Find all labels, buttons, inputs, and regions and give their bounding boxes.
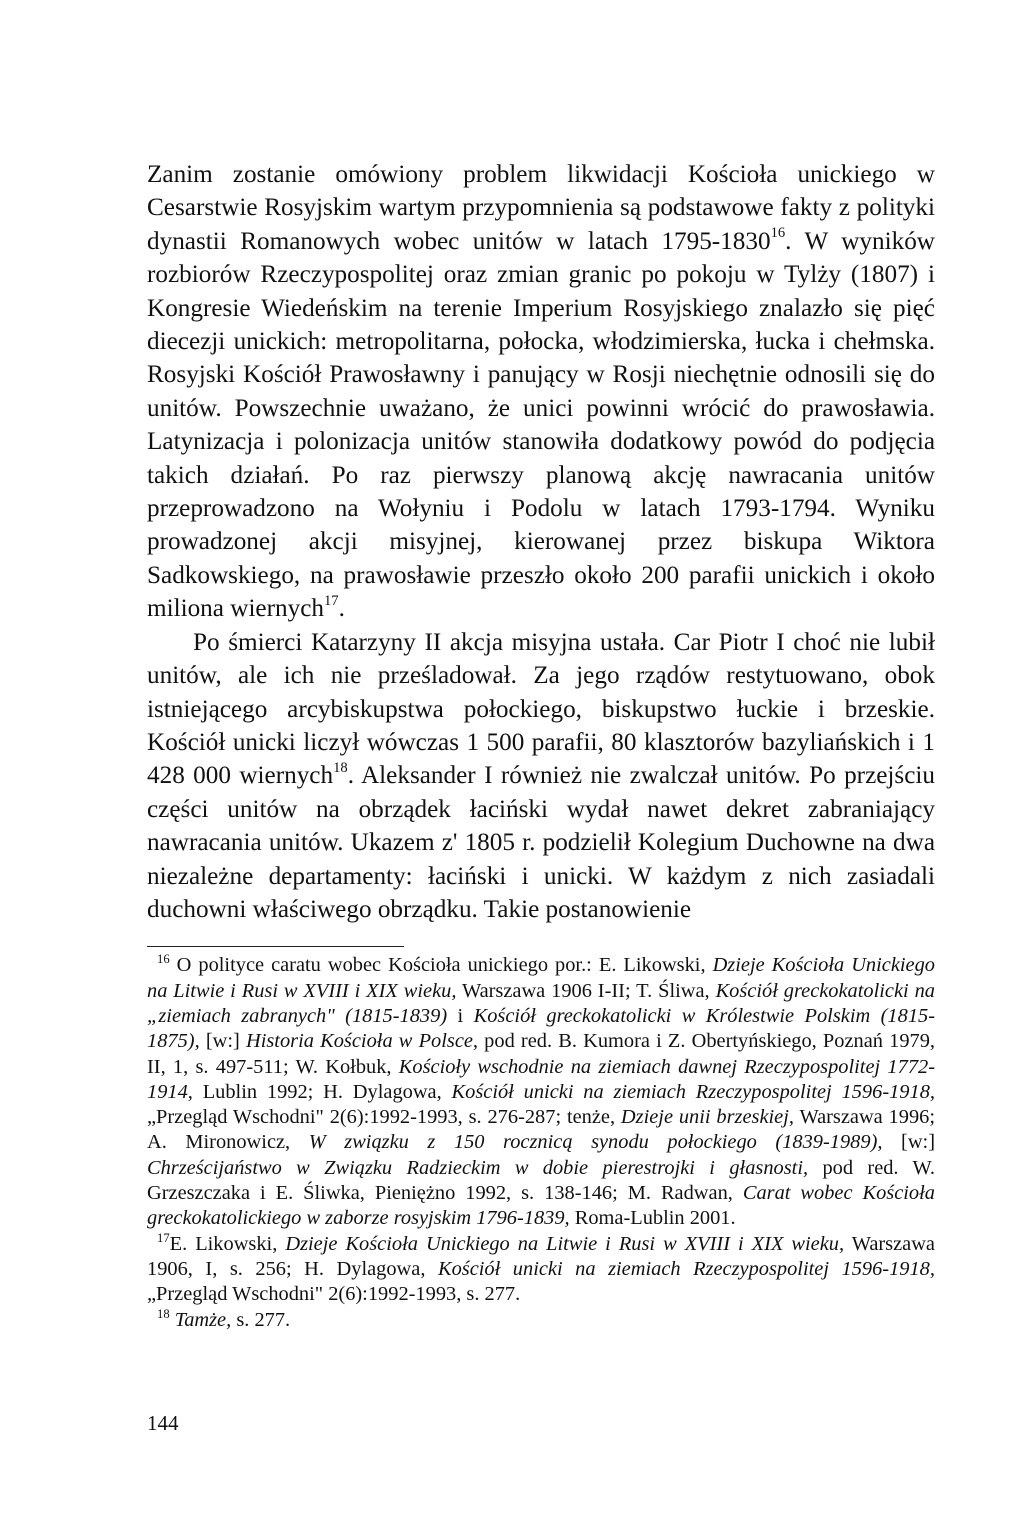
footnote-reference: 16 bbox=[770, 225, 786, 242]
body-paragraph bbox=[147, 626, 935, 927]
body-paragraph bbox=[147, 158, 935, 626]
text-run: „Przegląd Wschodni" 2(6):1992-1993, s. 277. bbox=[147, 1283, 521, 1306]
text-run: Po śmierci Katarzyny II akcja misyjna ustała. Car Piotr I choć nie lubił unitów, ale ich nie prześladował. Za jego rządów restytuowano, obok istniejącego arcybiskupstwa połockiego, biskupstwo łuckie i brzeskie. Kościół unicki liczył wówczas 1 500 parafii, 80 klasztorów bazyliańskich i 1 428 000 wiernych bbox=[147, 628, 935, 790]
footnote-separator bbox=[147, 946, 404, 947]
footnote bbox=[147, 953, 935, 1231]
footnote-number: 16 bbox=[157, 952, 170, 967]
italic-title: Historia Kościoła w Polsce, bbox=[245, 1030, 479, 1053]
italic-title: Dzieje unii brzeskiej, bbox=[620, 1106, 794, 1129]
text-run: „Przegląd Wschodni" 2(6):1992-1993, s. 276-287; tenże, bbox=[147, 1106, 621, 1129]
text-run: . W wyników rozbiorów Rzeczypospolitej oraz zmian granic po pokoju w Tylży (1807) i Kongresie Wiedeńskim na terenie Imperium Rosyjskiego znalazło się pięć diecezji unickich: metropolitarna, połocka, włodzimierska, łucka i chełmska. Rosyjski Kościół Prawosławny i panujący w Rosji niechętnie odnosili się do unitów. Powszechnie uważano, że unici powinni wrócić do prawosławia. Latynizacja i polonizacja unitów stanowiła dodatkowy powód do podjęcia takich działań. Po raz pierwszy planową akcję nawracania unitów przeprowadzono na Wołyniu i Podolu w latach 1793-1794. Wyniku prowadzonej akcji misyjnej, kierowanej przez biskupa Wiktora Sadkowskiego, na prawosławie przeszło około 200 parafii unickich i około miliona wiernych bbox=[147, 227, 935, 623]
text-run: s. 277. bbox=[231, 1308, 291, 1331]
text-run: i bbox=[447, 1004, 474, 1027]
body-text bbox=[147, 158, 935, 926]
footnote-number: 18 bbox=[157, 1306, 170, 1321]
text-run: pod red. W. Grzeszczaka i E. Śliwka, Pieniężno 1992, s. 138-146; M. Radwan, bbox=[147, 1156, 935, 1205]
text-run: . bbox=[338, 595, 345, 623]
footnote-reference: 17 bbox=[323, 592, 339, 609]
text-run: [w:] bbox=[882, 1131, 936, 1154]
text-run: Roma-Lublin 2001. bbox=[569, 1207, 736, 1230]
page-number: 144 bbox=[147, 1411, 179, 1435]
italic-title: Kościół greckokatolicki na „ziemiach zabranych" (1815-1839) bbox=[147, 979, 935, 1027]
text-run: Warszawa 1906, I, s. 256; H. Dylagowa, bbox=[147, 1232, 935, 1280]
footnotes bbox=[147, 953, 935, 1332]
footnote-reference: 18 bbox=[333, 759, 348, 776]
text-run: Warszawa 1906 I-II; T. Śliwa, bbox=[456, 979, 716, 1002]
text-run: E. Likowski, bbox=[169, 1232, 286, 1255]
italic-title: W związku z 150 rocznicą synodu połockiego (1839-1989), bbox=[308, 1131, 883, 1154]
text-run: Zanim zostanie omówiony problem likwidacji Kościoła unickiego w Cesarstwie Rosyjskim wartym przypomnienia są podstawowe fakty z polityki dynastii Romanowych wobec unitów w latach 1795-1830 bbox=[147, 161, 935, 255]
italic-title: Kościół greckokatolicki w Królestwie Polskim (1815-1875), bbox=[147, 1004, 935, 1053]
italic-title: Carat wobec Kościoła greckokatolickiego w zaborze rosyjskim 1796-1839, bbox=[147, 1182, 935, 1230]
footnote bbox=[147, 1308, 935, 1333]
italic-title: Kościoły wschodnie na ziemiach dawnej Rzeczypospolitej 1772-1914, bbox=[147, 1055, 935, 1103]
text-run: Warszawa 1996; A. Mironowicz, bbox=[147, 1106, 936, 1154]
italic-title: Dzieje Kościoła Unickiego na Litwie i Rusi w XVIII i XIX wieku, bbox=[285, 1232, 845, 1255]
text-run: Lublin 1992; H. Dylagowa, bbox=[192, 1080, 452, 1103]
text-run: pod red. B. Kumora i Z. Obertyńskiego, Poznań 1979, II, 1, s. 497-511; W. Kołbuk, bbox=[147, 1030, 936, 1078]
text-run: . Aleksander I również nie zwalczał unitów. Po przejściu części unitów na obrządek łaciński wydał nawet dekret zabraniający nawracania unitów. Ukazem z' 1805 r. podzielił Kolegium Duchowne na dwa niezależne departamenty: łaciński i unicki. W każdym z nich zasiadali duchowni właściwego obrządku. Takie postanowienie bbox=[147, 762, 935, 923]
document-page bbox=[147, 158, 935, 1333]
italic-title: Tamże, bbox=[174, 1308, 232, 1331]
italic-title: Kościół unicki na ziemiach Rzeczypospolitej 1596-1918, bbox=[437, 1257, 935, 1280]
text-run: O polityce caratu wobec Kościoła unickiego por.: E. Likowski, bbox=[169, 954, 713, 977]
italic-title: Chrześcijaństwo w Związku Radzieckim w dobie pierestrojki i głasnosti, bbox=[147, 1156, 809, 1179]
italic-title: Kościół unicki na ziemiach Rzeczypospolitej 1596-1918, bbox=[451, 1080, 935, 1103]
footnote-number: 17 bbox=[157, 1230, 170, 1245]
italic-title: Dzieje Kościoła Unickiego na Litwie i Rusi w XVIII i XIX wieku, bbox=[147, 954, 935, 1002]
text-run: [w:] bbox=[199, 1030, 246, 1053]
footnote bbox=[147, 1232, 935, 1308]
